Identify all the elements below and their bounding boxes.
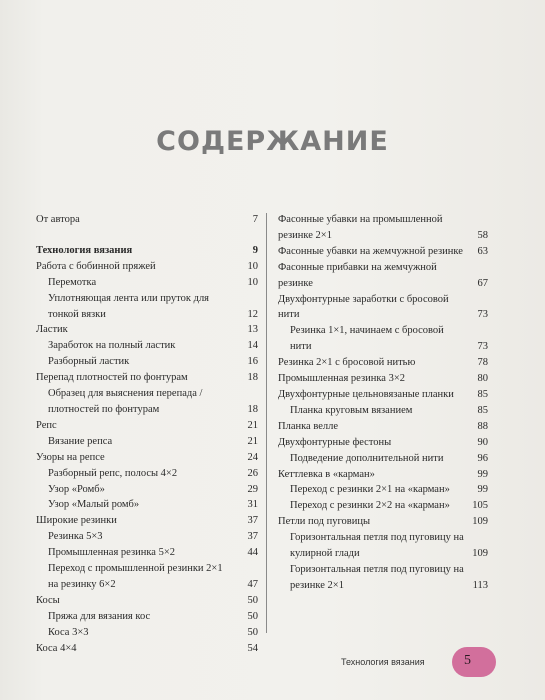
toc-entry-page: 13 <box>247 324 258 336</box>
toc-entry-page: 12 <box>247 308 258 320</box>
toc-entry <box>278 482 488 498</box>
toc-entry-page: 14 <box>247 340 258 352</box>
toc-entry-page: 99 <box>477 468 488 480</box>
toc-entry-title: Петли под пуговицы <box>278 516 371 528</box>
toc-entry <box>36 291 258 323</box>
toc-entry-title: Широкие резинки <box>36 515 117 527</box>
toc-entry-title: Резинка 2×1 с бросовой нитью <box>278 357 416 369</box>
toc-entry <box>278 403 488 419</box>
toc-entry <box>278 355 488 371</box>
toc-entry <box>36 450 258 466</box>
toc-entry-title: Фасонные прибавки на жемчужной резинке <box>278 261 437 289</box>
toc-entry <box>36 322 258 338</box>
toc-entry-title: Кеттлевка в «карман» <box>278 468 375 480</box>
toc-entry <box>36 212 258 228</box>
toc-entry <box>36 561 258 593</box>
toc-entry-page: 24 <box>247 451 258 463</box>
toc-entry-title: Коса 3×3 <box>48 626 89 638</box>
toc-entry-page: 63 <box>477 245 488 257</box>
toc-entry-page: 7 <box>252 214 258 225</box>
toc-entry <box>36 609 258 625</box>
toc-entry-page: 109 <box>472 516 488 528</box>
toc-entry <box>36 275 258 291</box>
toc-entry-page: 10 <box>247 260 258 272</box>
toc-entry-title: Планка велле <box>278 420 339 432</box>
toc-entry-title: Подведение дополнительной нити <box>290 452 444 464</box>
toc-entry-title: Двухфонтурные цельновязаные планки <box>278 388 454 400</box>
toc-entry <box>278 498 488 514</box>
toc-entry <box>278 387 488 403</box>
toc-entry-title: Вязание репса <box>48 435 113 447</box>
page-title: СОДЕРЖАНИЕ <box>156 126 389 157</box>
toc-entry-title: Резинка 5×3 <box>48 531 103 543</box>
toc-entry-title: Переход с резинки 2×1 на «карман» <box>290 484 450 496</box>
toc-entry-page: 99 <box>477 484 488 496</box>
toc-entry-page: 73 <box>477 341 488 353</box>
toc-entry-title: Переход с промышленной резинки 2×1 на резинку 6×2 <box>48 563 223 590</box>
toc-entry <box>278 451 488 467</box>
toc-entry-title: Узор «Ромб» <box>48 483 105 495</box>
toc-entry-page: 50 <box>247 626 258 638</box>
toc-entry-title: Двухфонтурные заработки с бросовой нити <box>278 293 449 321</box>
toc-entry <box>36 338 258 354</box>
toc-entry <box>36 482 258 498</box>
toc-entry-page: 58 <box>477 229 488 241</box>
toc-entry-title: Разборный репс, полосы 4×2 <box>48 467 178 479</box>
column-divider <box>266 213 267 633</box>
toc-entry <box>278 260 488 292</box>
toc-entry-page: 50 <box>247 594 258 606</box>
toc-entry-title: Узоры на репсе <box>36 451 105 463</box>
toc-entry-title: Горизонтальная петля под пуговицу на резинке 2×1 <box>290 563 464 591</box>
toc-entry <box>36 625 258 641</box>
toc-entry-title: Фасонные убавки на жемчужной резинке <box>278 245 463 257</box>
toc-entry-page: 16 <box>247 356 258 368</box>
toc-entry <box>278 514 488 530</box>
toc-entry <box>36 243 258 259</box>
page-number-badge <box>452 647 496 677</box>
toc-entry <box>278 562 488 594</box>
toc-entry-title: Образец для выяснения перепада / плотностей по фонтурам <box>48 388 203 415</box>
toc-entry-title: Перемотка <box>48 276 97 288</box>
toc-entry-page: 50 <box>247 610 258 622</box>
toc-entry-page: 54 <box>247 642 258 654</box>
toc-entry-title: От автора <box>36 214 80 225</box>
toc-entry <box>36 370 258 386</box>
toc-entry-title: Резинка 1×1, начинаем с бросовой нити <box>290 325 444 353</box>
toc-entry <box>36 354 258 370</box>
toc-entry <box>36 529 258 545</box>
page-number: 5 <box>464 653 471 668</box>
toc-entry-page: 109 <box>472 548 488 560</box>
toc-entry-title: Узор «Малый ромб» <box>48 499 140 511</box>
toc-entry-title: Работа с бобинной пряжей <box>36 260 156 272</box>
toc-entry <box>278 244 488 260</box>
toc-entry-title: Ластик <box>36 324 68 336</box>
toc-entry-page: 85 <box>477 404 488 416</box>
toc-entry-page: 10 <box>247 276 258 288</box>
toc-entry-title: Двухфонтурные фестоны <box>278 436 392 448</box>
toc-entry-title: Коса 4×4 <box>36 642 77 654</box>
toc-entry <box>278 371 488 387</box>
toc-entry-title: Заработок на полный ластик <box>48 340 176 352</box>
toc-entry-title: Горизонтальная петля под пуговицу на кулирной глади <box>290 532 464 560</box>
toc-entry-page: 96 <box>477 452 488 464</box>
toc-entry-page: 47 <box>247 578 258 590</box>
toc-entry-page: 105 <box>472 500 488 512</box>
toc-entry-title: Репс <box>36 419 57 431</box>
toc-entry-page: 73 <box>477 309 488 321</box>
toc-entry-title: Промышленная резинка 5×2 <box>48 547 175 559</box>
toc-entry <box>36 466 258 482</box>
toc-entry <box>278 323 488 355</box>
toc-entry <box>36 259 258 275</box>
toc-entry-title: Переход с резинки 2×2 на «карман» <box>290 500 450 512</box>
toc-entry-page: 85 <box>477 388 488 400</box>
toc-entry-page: 80 <box>477 373 488 385</box>
toc-entry-page: 29 <box>247 483 258 495</box>
toc-entry-page: 37 <box>247 531 258 543</box>
toc-entry-page: 44 <box>247 547 258 559</box>
toc-entry-page: 37 <box>247 515 258 527</box>
toc-entry <box>278 419 488 435</box>
toc-entry-page: 18 <box>247 372 258 384</box>
toc-entry-page: 78 <box>477 357 488 369</box>
toc-entry-title: Промышленная резинка 3×2 <box>278 373 405 385</box>
toc-entry-page: 9 <box>252 244 258 256</box>
toc-entry-page: 90 <box>477 436 488 448</box>
toc-entry-title: Разборный ластик <box>48 356 130 368</box>
toc-entry-title: Технология вязания <box>36 244 133 256</box>
toc-right-column <box>278 212 488 594</box>
toc-entry-title: Уплотняющая лента или пруток для тонкой вязки <box>48 292 210 320</box>
toc-entry-title: Пряжа для вязания кос <box>48 610 151 622</box>
toc-entry <box>36 513 258 529</box>
toc-entry-title: Косы <box>36 594 60 606</box>
toc-entry <box>36 497 258 513</box>
toc-entry <box>278 530 488 562</box>
toc-entry-title: Перепад плотностей по фонтурам <box>36 372 188 384</box>
toc-entry <box>36 434 258 450</box>
toc-entry-page: 21 <box>247 419 258 431</box>
toc-entry <box>36 593 258 609</box>
toc-entry-page: 88 <box>477 420 488 432</box>
faint-bleed-through <box>118 60 208 72</box>
toc-entry-page: 26 <box>247 467 258 479</box>
toc-entry-title: Планка круговым вязанием <box>290 404 413 416</box>
toc-entry-page: 31 <box>247 499 258 511</box>
toc-entry <box>278 292 488 324</box>
toc-left-column <box>36 212 258 656</box>
toc-entry-page: 67 <box>477 277 488 289</box>
toc-entry <box>278 467 488 483</box>
toc-entry-page: 21 <box>247 435 258 447</box>
running-footer-section: Технология вязания <box>341 657 425 667</box>
toc-entry-title: Фасонные убавки на промышленной резинке 2×1 <box>278 214 443 241</box>
toc-entry <box>36 418 258 434</box>
toc-entry-page: 113 <box>472 579 488 591</box>
toc-entry <box>36 545 258 561</box>
toc-entry <box>278 435 488 451</box>
toc-entry <box>36 386 258 418</box>
toc-entry <box>36 641 258 657</box>
toc-entry <box>278 212 488 244</box>
toc-entry-page: 18 <box>247 403 258 415</box>
